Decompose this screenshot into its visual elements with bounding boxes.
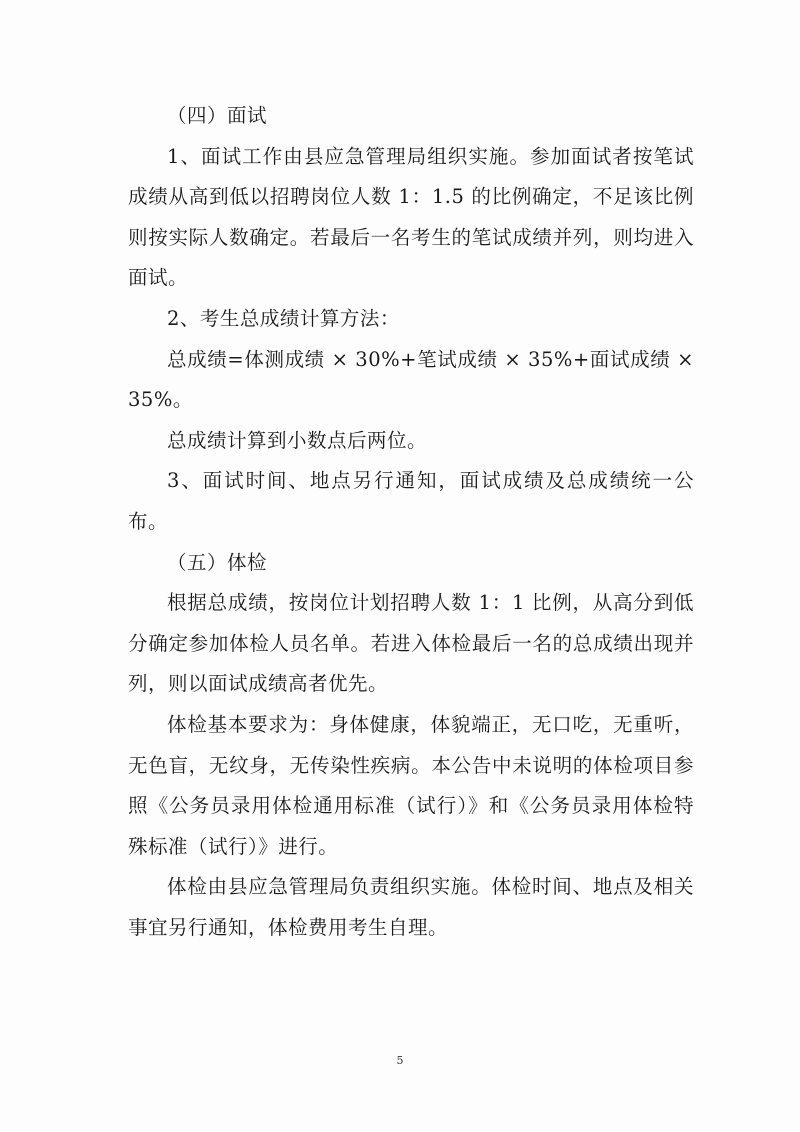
document-body: [128, 96, 694, 948]
paragraph-score-precision: 总成绩计算到小数点后两位。: [167, 428, 428, 452]
paragraph-exam-selection: 根据总成绩，按岗位计划招聘人数 1：1 比例，从高分到低分确定参加体检人员名单。若进入体检最后一名的总成绩出现并列，则以面试成绩高者优先。: [128, 591, 694, 696]
paragraph-exam-organization: 体检由县应急管理局负责组织实施。体检时间、地点及相关事宜另行通知，体检费用考生自理。: [128, 875, 694, 939]
page-number: 5: [396, 1054, 404, 1067]
paragraph-exam-requirements: 体检基本要求为：身体健康，体貌端正，无口吃，无重听，无色盲，无纹身，无传染性疾病。本公告中未说明的体检项目参照《公务员录用体检通用标准（试行）》和《公务员录用体检特殊标准（试行）》进行。: [128, 712, 694, 858]
paragraph-interview-organization: 1、面试工作由县应急管理局组织实施。参加面试者按笔试成绩从高到低以招聘岗位人数 1：1.5 的比例确定，不足该比例则按实际人数确定。若最后一名考生的笔试成绩并列，则均进入面试。: [128, 144, 694, 290]
paragraph-score-formula: 总成绩=体测成绩 × 30%+笔试成绩 × 35%+面试成绩 × 35%。: [128, 347, 694, 412]
paragraph-interview-notice: 3、面试时间、地点另行通知，面试成绩及总成绩统一公布。: [128, 469, 694, 533]
section-heading-physical-exam: （五）体检: [167, 550, 268, 574]
section-heading-interview: （四）面试: [167, 104, 268, 127]
paragraph-score-method-heading: 2、考生总成绩计算方法：: [167, 306, 400, 330]
